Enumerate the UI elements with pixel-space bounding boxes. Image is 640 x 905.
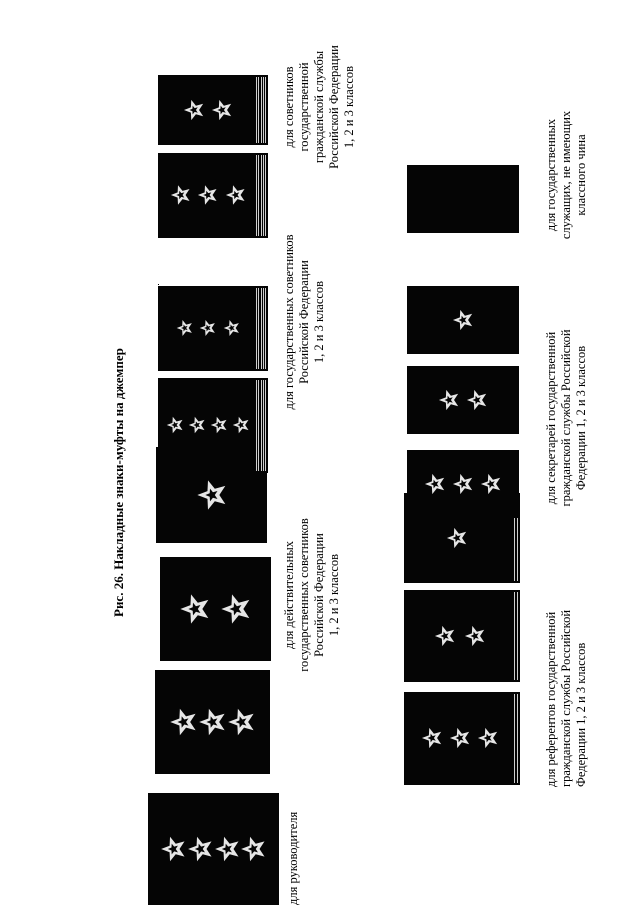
star-icon xyxy=(232,415,250,437)
star-icon xyxy=(240,833,267,865)
star-row xyxy=(170,153,246,238)
star-row xyxy=(417,450,509,518)
star-row xyxy=(407,286,519,354)
star-icon xyxy=(179,593,211,625)
label-no-rank: для государственных служащих, не имеющих классного чина xyxy=(544,110,588,240)
gold-stripes xyxy=(256,155,266,236)
patch-actual-adviser-1 xyxy=(155,670,270,774)
star-icon xyxy=(160,833,187,865)
star-icon xyxy=(452,473,474,495)
star-icon xyxy=(477,728,499,750)
patch-secretary-3 xyxy=(407,286,519,354)
star-icon xyxy=(225,185,246,207)
star-icon xyxy=(169,706,198,738)
gold-stripes xyxy=(514,694,518,783)
label-referents: для референтов государственной гражданской службы Российской Федерации 1, 2 и 3 классов xyxy=(544,609,588,787)
patch-civil-adviser-1 xyxy=(158,153,268,238)
star-icon xyxy=(466,389,488,411)
star-row xyxy=(176,286,240,371)
star-row xyxy=(412,692,508,785)
star-icon xyxy=(210,415,228,437)
star-icon xyxy=(424,473,446,495)
star-icon xyxy=(170,185,191,207)
patch-no-rank xyxy=(407,165,519,233)
label-secretaries: для секретарей государственной гражданской службы Российской Федерации 1, 2 и 3 классов xyxy=(544,329,588,507)
gold-stripes xyxy=(256,288,266,369)
star-icon xyxy=(464,625,486,647)
star-icon xyxy=(199,318,216,340)
star-icon xyxy=(434,625,456,647)
patch-referent-2 xyxy=(404,590,520,682)
star-icon xyxy=(176,318,193,340)
star-row xyxy=(155,682,270,762)
star-icon xyxy=(196,479,228,511)
star-icon xyxy=(166,415,184,437)
label-head: для руководителя xyxy=(286,811,300,905)
star-icon xyxy=(421,728,443,750)
patch-civil-adviser-2 xyxy=(158,75,268,145)
star-row xyxy=(178,75,238,145)
star-icon xyxy=(449,728,471,750)
patch-referent-1 xyxy=(404,692,520,785)
gold-stripes xyxy=(514,592,518,680)
figure-title: Рис. 26. Накладные знаки-муфты на джемпер xyxy=(111,348,126,617)
star-icon xyxy=(223,318,240,340)
patch-secretary-2 xyxy=(407,366,519,434)
star-icon xyxy=(438,389,460,411)
label-civil-advisers: для советников государственной гражданской службы Российской Федерации 1, 2 и 3 классов xyxy=(282,45,356,169)
star-icon xyxy=(198,706,227,738)
gold-stripes xyxy=(256,77,266,143)
patch-state-adviser-1 xyxy=(158,378,268,473)
star-icon xyxy=(480,473,502,495)
star-icon xyxy=(220,593,252,625)
patch-state-adviser-3 xyxy=(158,284,159,285)
star-icon xyxy=(227,706,256,738)
star-row xyxy=(166,378,250,473)
label-actual-advisers: для действительных государственных советников Российской Федерации 1, 2 и 3 классов xyxy=(282,518,341,672)
star-row xyxy=(422,590,498,682)
patch-state-adviser-2 xyxy=(158,286,268,371)
star-icon xyxy=(197,185,218,207)
star-icon xyxy=(452,309,474,331)
star-row xyxy=(148,799,279,899)
star-icon xyxy=(183,99,205,121)
star-icon xyxy=(187,833,214,865)
star-icon xyxy=(188,415,206,437)
gold-stripes xyxy=(256,380,266,471)
patch-actual-adviser-2 xyxy=(160,557,271,661)
patch-secretary-1 xyxy=(407,450,519,518)
star-row xyxy=(427,366,499,434)
patch-head xyxy=(148,793,279,905)
star-row xyxy=(160,575,271,643)
star-icon xyxy=(446,527,468,549)
label-state-advisers: для государственных советников Российской Федерации 1, 2 и 3 классов xyxy=(282,234,326,410)
star-icon xyxy=(211,99,233,121)
star-icon xyxy=(214,833,241,865)
